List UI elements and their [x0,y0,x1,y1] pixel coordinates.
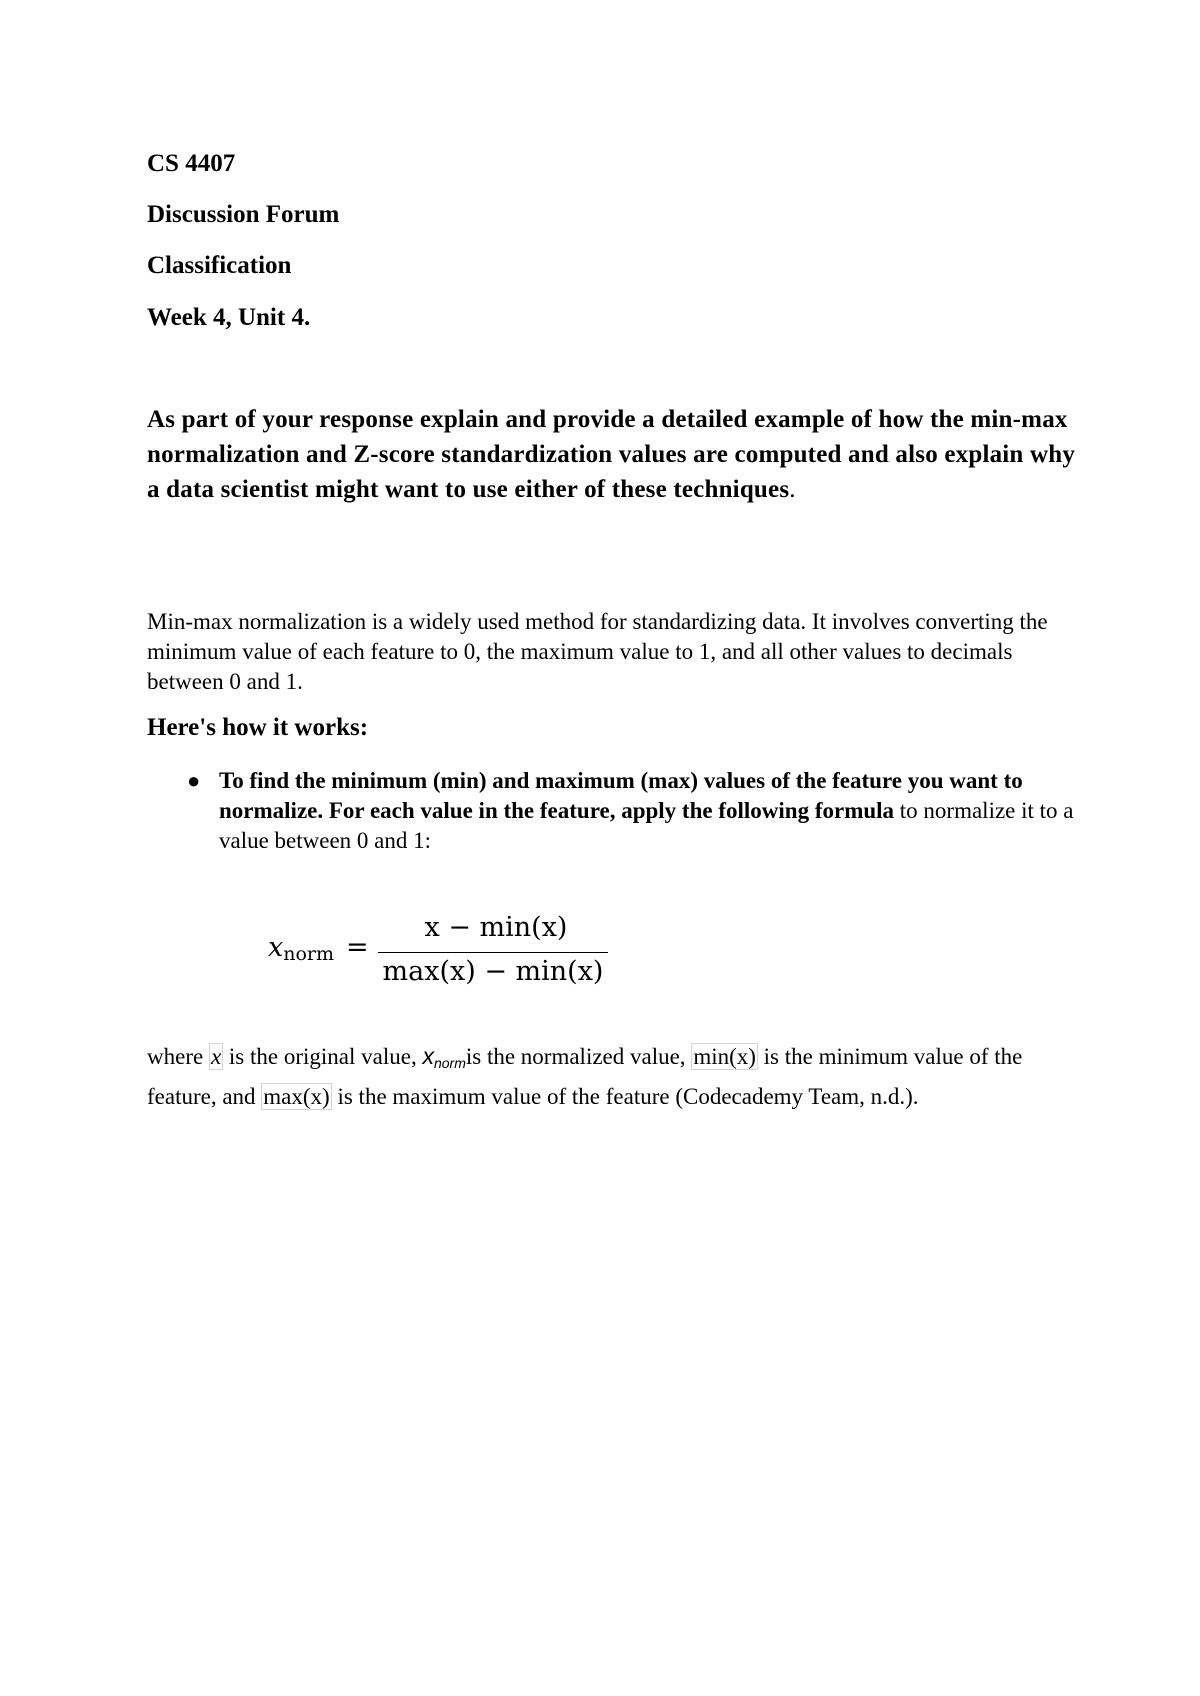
bullet-rest-text: to normalize it to a value between 0 and 1: [219,798,1074,853]
prompt-text: As part of your response explain and provide a detailed example of how the min-max normalization and Z-score standardization values are computed and also explain why a data scientist might want to use either of these techniques [147,406,1076,503]
where-text-1: where [147,1044,209,1069]
prompt-period: . [789,476,796,503]
min-max-formula [268,912,608,1002]
week-unit: Week 4, Unit 4. [147,304,311,331]
max-term: max(x) [263,1084,330,1109]
min-term: min(x) [693,1044,756,1069]
where-text-3: is the normalized value, [465,1044,692,1069]
bullet-text [219,766,1079,856]
how-it-works-heading: Here's how it works: [147,714,369,741]
where-text-5: is the maximum value of the feature (Codecademy Team, n.d.). [331,1084,919,1109]
formula-numerator: x − min(x) [424,912,568,943]
bullet-bold-text: To find the minimum (min) and maximum (max) values of the feature you want to normalize. For each value in the feature, apply the following formula [219,768,1023,823]
where-text-2: is the original value, [223,1044,423,1069]
intro-paragraph: Min-max normalization is a widely used method for standardizing data. It involves converting the minimum value of each feature to 0, the maximum value to 1, and all other values to decimals between 0 and 1. [147,609,1048,694]
formula-denominator: max(x) − min(x) [382,956,604,987]
course-code: CS 4407 [147,150,236,177]
xnorm-term [422,1043,465,1069]
fraction-bar [378,952,608,953]
formula-equals: = [346,932,369,963]
discussion-prompt [147,402,1087,507]
formula-lhs-var: x [268,932,284,963]
where-text-4: is the minimum value of the feature, and [147,1044,1023,1109]
topic-title: Classification [147,252,292,279]
formula-lhs [268,932,334,965]
bullet-icon: ● [187,768,201,793]
x-term: x [210,1044,222,1069]
xnorm-var: x [422,1043,434,1069]
xnorm-sub: norm [433,1055,466,1071]
formula-lhs-sub: norm [283,943,335,965]
forum-label: Discussion Forum [147,201,340,228]
where-paragraph [147,1040,1087,1113]
